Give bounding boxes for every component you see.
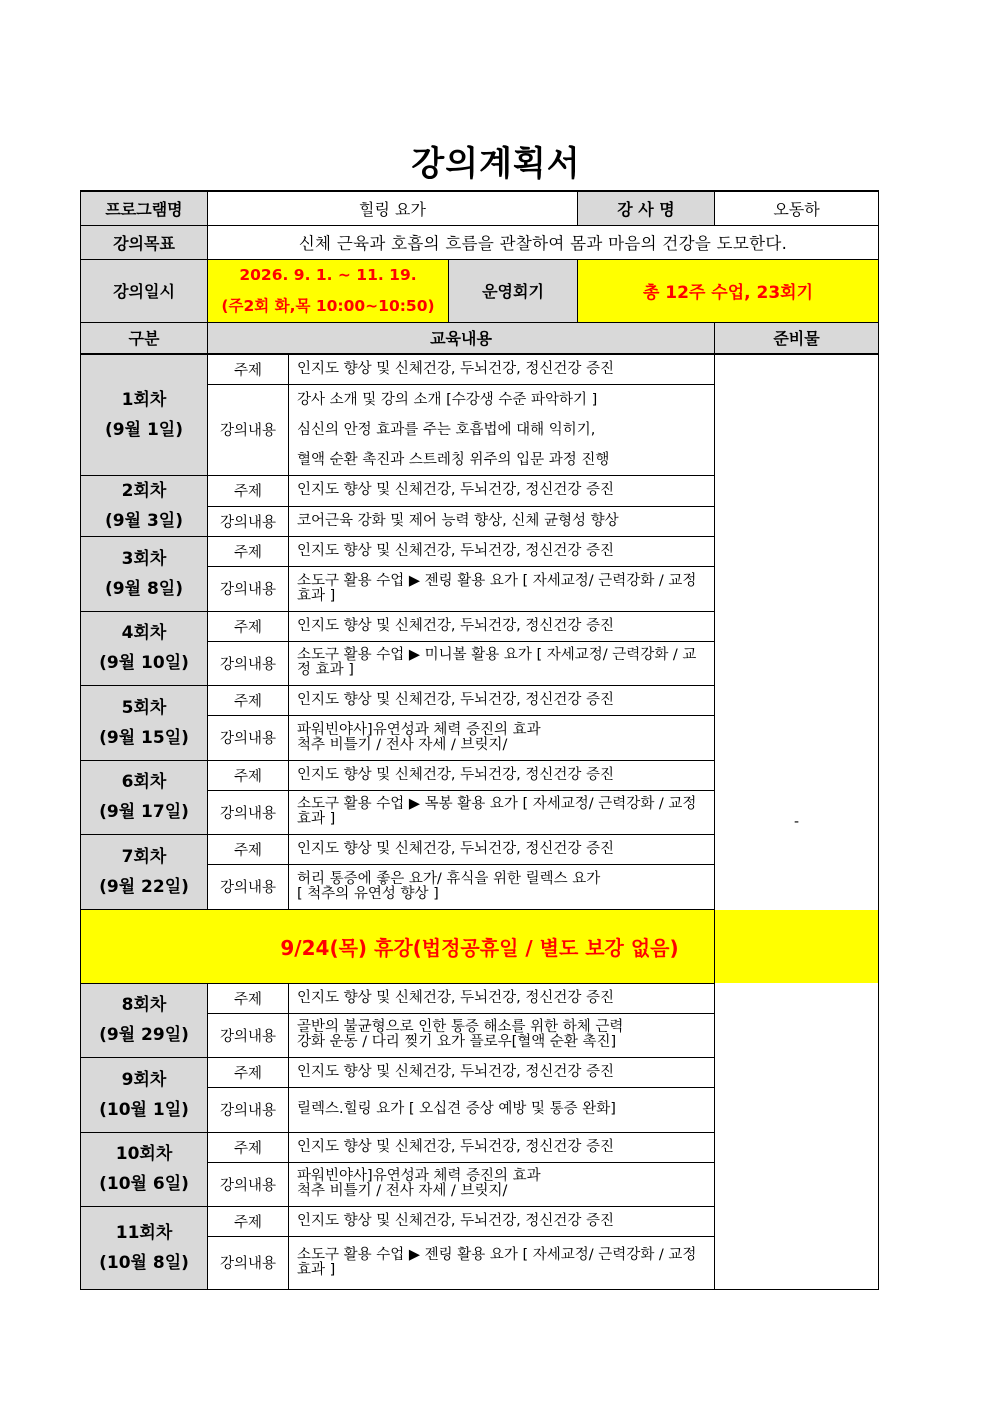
session-8-topic: 인지도 향상 및 신체건강, 두뇌건강, 정신건강 증진 — [289, 983, 715, 1013]
session-10-topic: 인지도 향상 및 신체건강, 두뇌건강, 정신건강 증진 — [289, 1132, 715, 1162]
content-label: 강의내용 — [208, 506, 289, 536]
topic-label: 주제 — [208, 611, 289, 641]
count-value: 총 12주 수업, 23회기 — [578, 259, 879, 322]
column-content: 교육내용 — [208, 322, 715, 354]
content-label: 강의내용 — [208, 1236, 289, 1289]
count-label: 운영회기 — [449, 259, 578, 322]
session-number: 8회차 — [121, 995, 167, 1015]
holiday-notice: 9/24(목) 휴강(법정공휴일 / 별도 보강 없음) — [81, 909, 879, 983]
session-date: (9월 8일) — [105, 578, 183, 599]
column-materials: 준비물 — [715, 322, 879, 354]
session-2-topic: 인지도 향상 및 신체건강, 두뇌건강, 정신건강 증진 — [289, 475, 715, 506]
content-line: [ 척추의 유연성 향상 ] — [297, 885, 439, 902]
materials-cell-1: - — [715, 354, 879, 1289]
session-4-content: 소도구 활용 수업 ▶ 미니볼 활용 요가 [ 자세교정/ 근력강화 / 교정 효과 ] — [289, 641, 715, 685]
session-number: 9회차 — [121, 1069, 167, 1090]
session-3-header — [81, 536, 208, 611]
session-6-topic: 인지도 향상 및 신체건강, 두뇌건강, 정신건강 증진 — [289, 760, 715, 790]
session-6-header — [81, 760, 208, 834]
session-number: 4회차 — [121, 623, 167, 643]
session-date: (10월 8일) — [99, 1252, 189, 1273]
content-label: 강의내용 — [208, 1087, 289, 1132]
session-date: (10월 6일) — [99, 1174, 189, 1194]
topic-label: 주제 — [208, 475, 289, 506]
session-5-header — [81, 685, 208, 760]
session-number: 10회차 — [115, 1144, 173, 1164]
session-number: 7회차 — [121, 846, 167, 867]
session-number: 5회차 — [121, 697, 167, 718]
session-date: (9월 22일) — [99, 876, 189, 897]
session-3-content: 소도구 활용 수업 ▶ 젠링 활용 요가 [ 자세교정/ 근력강화 / 교정 효과 ] — [289, 566, 715, 611]
column-category: 구분 — [81, 322, 208, 354]
content-line: 강사 소개 및 강의 소개 [수강생 수준 파악하기 ] — [297, 391, 598, 408]
session-5-topic: 인지도 향상 및 신체건강, 두뇌건강, 정신건강 증진 — [289, 685, 715, 715]
content-label: 강의내용 — [208, 790, 289, 834]
topic-label: 주제 — [208, 834, 289, 864]
session-9-content: 릴렉스.힐링 요가 [ 오십견 증상 예방 및 통증 완화] — [289, 1087, 715, 1132]
content-line: 골반의 불균형으로 인한 통증 해소를 위한 하체 근력 — [297, 1019, 624, 1035]
session-number: 3회차 — [121, 548, 167, 569]
session-1-header — [81, 354, 208, 475]
topic-label: 주제 — [208, 1206, 289, 1236]
session-date: (9월 3일) — [105, 510, 183, 531]
session-date: (9월 10일) — [99, 653, 189, 673]
goal-value: 신체 근육과 호흡의 흐름을 관찰하여 몸과 마음의 건강을 도모한다. — [208, 225, 879, 259]
session-11-content: 소도구 활용 수업 ▶ 젠링 활용 요가 [ 자세교정/ 근력강화 / 교정 효과 ] — [289, 1236, 715, 1289]
content-line: 강화 운동 / 다리 찢기 요가 플로우[혈액 순환 촉진] — [297, 1034, 617, 1050]
content-label: 강의내용 — [208, 641, 289, 685]
topic-label: 주제 — [208, 983, 289, 1013]
goal-label: 강의목표 — [81, 225, 208, 259]
content-label: 강의내용 — [208, 1013, 289, 1057]
session-number: 11회차 — [115, 1222, 173, 1243]
instructor-value: 오동하 — [715, 191, 879, 225]
content-line: 허리 통증에 좋은 요가/ 휴식을 위한 릴렉스 요가 — [297, 870, 601, 887]
topic-label: 주제 — [208, 1132, 289, 1162]
session-1-topic: 인지도 향상 및 신체건강, 두뇌건강, 정신건강 증진 — [289, 354, 715, 384]
content-label: 강의내용 — [208, 384, 289, 475]
session-1-content — [289, 384, 715, 475]
topic-label: 주제 — [208, 536, 289, 566]
session-7-topic: 인지도 향상 및 신체건강, 두뇌건강, 정신건강 증진 — [289, 834, 715, 864]
session-date: (10월 1일) — [99, 1099, 189, 1120]
session-8-header — [81, 983, 208, 1057]
schedule-dates: 2026. 9. 1. ~ 11. 19. — [239, 265, 417, 284]
instructor-label: 강 사 명 — [578, 191, 715, 225]
session-number: 6회차 — [121, 772, 167, 792]
session-3-topic: 인지도 향상 및 신체건강, 두뇌건강, 정신건강 증진 — [289, 536, 715, 566]
session-number: 2회차 — [121, 480, 167, 501]
lecture-plan-table — [80, 190, 879, 1290]
session-8-content — [289, 1013, 715, 1057]
content-label: 강의내용 — [208, 566, 289, 611]
program-label: 프로그램명 — [81, 191, 208, 225]
session-2-header — [81, 475, 208, 536]
session-9-header — [81, 1057, 208, 1132]
content-label: 강의내용 — [208, 715, 289, 760]
session-4-topic: 인지도 향상 및 신체건강, 두뇌건강, 정신건강 증진 — [289, 611, 715, 641]
session-date: (9월 1일) — [105, 419, 183, 440]
session-2-content: 코어근육 강화 및 제어 능력 향상, 신체 균형성 향상 — [289, 506, 715, 536]
schedule-times: (주2회 화,목 10:00~10:50) — [221, 296, 435, 315]
session-number: 1회차 — [121, 389, 167, 410]
content-line: 파워빈야사]유연성과 체력 증진의 효과 — [297, 1168, 541, 1184]
content-label: 강의내용 — [208, 1162, 289, 1206]
topic-label: 주제 — [208, 1057, 289, 1087]
session-date: (9월 15일) — [99, 727, 189, 748]
session-4-header — [81, 611, 208, 685]
session-11-header — [81, 1206, 208, 1289]
schedule-value — [208, 259, 449, 322]
session-9-topic: 인지도 향상 및 신체건강, 두뇌건강, 정신건강 증진 — [289, 1057, 715, 1087]
page-title: 강의계획서 — [411, 144, 581, 184]
topic-label: 주제 — [208, 760, 289, 790]
content-line: 혈액 순환 촉진과 스트레칭 위주의 입문 과정 진행 — [297, 451, 610, 468]
topic-label: 주제 — [208, 354, 289, 384]
content-line: 파워빈야사]유연성과 체력 증진의 효과 — [297, 721, 541, 738]
session-7-content — [289, 864, 715, 909]
session-10-header — [81, 1132, 208, 1206]
session-10-content — [289, 1162, 715, 1206]
schedule-label: 강의일시 — [81, 259, 208, 322]
session-date: (9월 17일) — [99, 802, 189, 822]
topic-label: 주제 — [208, 685, 289, 715]
content-line: 척추 비틀기 / 전사 자세 / 브릿지/ — [297, 1183, 508, 1199]
program-value: 힐링 요가 — [208, 191, 578, 225]
session-date: (9월 29일) — [99, 1025, 189, 1045]
content-line: 척추 비틀기 / 전사 자세 / 브릿지/ — [297, 736, 508, 753]
content-label: 강의내용 — [208, 864, 289, 909]
session-11-topic: 인지도 향상 및 신체건강, 두뇌건강, 정신건강 증진 — [289, 1206, 715, 1236]
session-7-header — [81, 834, 208, 909]
session-6-content: 소도구 활용 수업 ▶ 목봉 활용 요가 [ 자세교정/ 근력강화 / 교정 효과 ] — [289, 790, 715, 834]
content-line: 심신의 안정 효과를 주는 호흡법에 대해 익히기, — [297, 421, 596, 438]
session-5-content — [289, 715, 715, 760]
